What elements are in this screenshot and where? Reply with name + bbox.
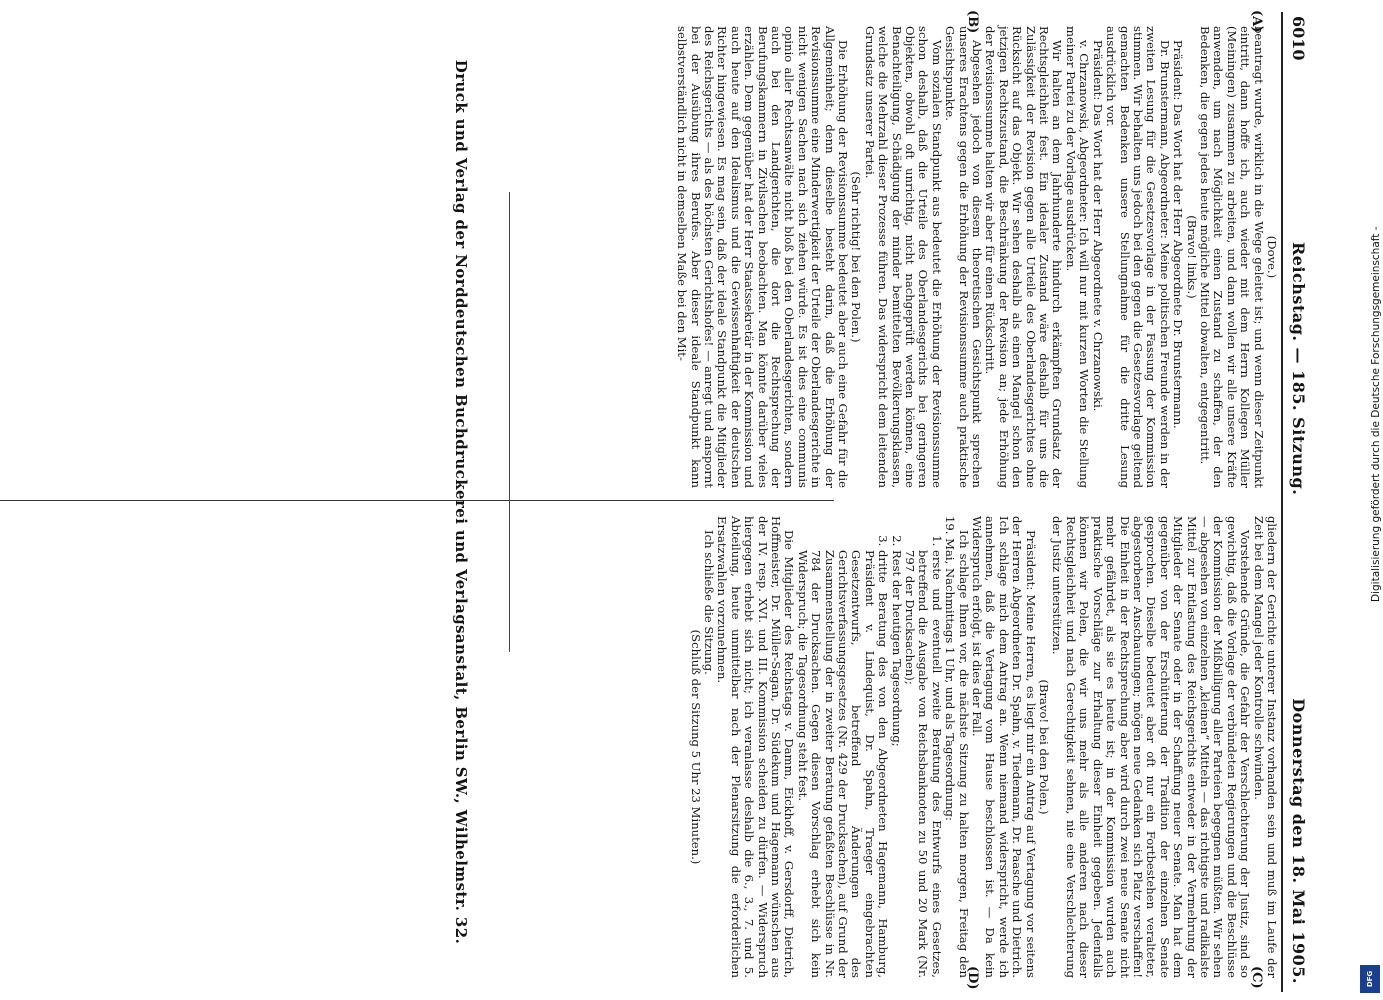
paragraph: Ich schlage Ihnen vor, die nächste Sitzung zu halten morgen, Freitag den 19. Mai, Nachmittags 1 Uhr, und als Tagesordnung: [943,516,971,978]
column-divider [0,500,834,501]
interjection: (Sehr richtig! bei den Polen.) [849,171,864,343]
agenda-item: 2. Rest der heutigen Tagesordnung; [889,550,902,978]
speaker-continued: (Dove.) [1265,235,1279,279]
imprint-line: Druck und Verlag der Norddeutschen Buchdruckerei und Verlagsanstalt, Berlin SW., Wilhelmstr. 32. [452,59,470,945]
digitization-note: Digitalisierung gefördert durch die Deutsche Forschungsgemeinschaft - [1370,226,1382,602]
footer-rule [509,192,510,652]
left-column [588,26,1278,488]
margin-mark-d: (D) [965,966,980,990]
running-title: Reichstag. — 185. Sitzung. [1289,242,1308,496]
agenda-item: 3. dritte Beratung des von den Abgeordneten Hagemann, Hamburg, Präsident v. Lindequist, Dr. Spahn, Traeger eingebrachten Gesetzentwurfs, betreffend Änderungen des Gerichtsverfassungsgesetzes (Nr. 429 der Drucksachen), auf Grund der Zusammenstellung der in zweiter Beratung gefaßten Beschlüsse in Nr. 784 der Drucksachen. Gegen diesen Vorschlag erhebt sich kein Widerspruch; die Tagesordnung steht fest. [795,550,889,978]
paragraph: Die Mitglieder des Reichstags v. Damm, Eickhoff, v. Gersdorff, Dietrich, Hoffmeister, Dr. Müller-Sagan, Dr. Südekum und Hagemann wünschen aus der IV. resp. XVI. und III. Kommission scheiden zu dürfen. — Widerspruch hiergegen erhebt sich nicht; ich veranlasse deshalb die 6., 3., 7. und 5. Abteilung, heute unmittelbar nach der Plenarsitzung die erforderlichen Ersatzwahlen vorzunehmen. [715,516,797,978]
paragraph: Abgesehen jedoch von diesem theoretischen Gesichtspunkt sprechen unseres Erachtens gegen die Erhöhung der Revisionssumme auch praktische Gesichtspunkte. [943,26,985,488]
paragraph: Die Erhöhung der Revisionssumme bedeutet aber auch eine Gefahr für die Allgemeinheit; denn dieselbe besteht darin, daß die Erhöhung der Revisionssumme eine Minderwertigkeit der Urteile der Oberlandesgerichte in nicht wenigen Sachen nach sich ziehen würde. Es ist dies eine communis opinio aller Rechtsanwälte nicht bloß bei den Oberlandesgerichten, sondern auch bei den Landgerichten, die dort die Rechtsprechung der Berufungskammern in Zivilsachen beobachten. Man könnte darüber vieles erzählen. Dem gegenüber hat der Herr Staatssekretär in der Kommission und auch heute auf den Idealismus und die Gewissenhaftigkeit der deutschen Richter hingewiesen. Es mag sein, daß der ideale Standpunkt die Mitglieder des Reichsgerichts — als des höchsten Gerichtshofes! — anregt und anspornt bei der Ausübung ihres Berufes. Aber dieser ideale Standpunkt kann selbstverständlich nicht in demselben Maße bei den Mit- [675,26,850,488]
interjection: (Bravo! links.) [1184,215,1199,299]
page-header [1284,12,1310,992]
margin-mark-c: (C) [1249,966,1264,989]
session-date: Donnerstag den 18. Mai 1905. [1289,698,1308,984]
paragraph: Präsident: Das Wort hat der Herr Abgeordnete Dr. Brunstermann. [1171,40,1186,429]
margin-mark-b: (B) [965,10,980,34]
paragraph: beantragt wurde, wirklich in die Wege geleitet ist; und wenn dieser Zeitpunkt eintritt, dann hoffe ich, auch wieder mit dem Herrn Kollegen Müller (Meiningen) zusammen zu arbeiten, und dann wollen wir alle unsere Kräfte anwenden, um nach Möglichkeit einen Zustand zu schaffen, der den Bedenken, die gegen jedes heute mögliche Mittel obwalten, entgegentritt. [1197,26,1266,488]
agenda-item: 1. erste und eventuell zweite Beratung des Entwurfs eines Gesetzes, betreffend die Ausgabe von Reichsbanknoten zu 50 und 20 Mark (Nr. 797 der Drucksachen); [903,550,943,978]
paragraph: Präsident: Meine Herren, es liegt mir ein Antrag auf Vertagung vor seitens der Herren Abgeordneten Dr. Spahn, v. Tiedemann, Dr. Paasche und Dietrich. Ich schlage mich dem Antrag an. Wenn niemand widerspricht, werde ich annehmen, daß die Vertagung vom Hause beschlossen ist. — Da kein Widerspruch erfolgt, ist dies der Fall. [970,516,1038,978]
interjection: (Schluß der Sitzung 5 Uhr 23 Minuten.) [688,629,703,865]
paragraph: Präsident: Das Wort hat der Herr Abgeordnete v. Chrzanowski. [1090,40,1105,412]
paragraph: v. Chrzanowski, Abgeordneter: Ich will nur mit kurzen Worten die Stellung meiner Partei zu der Vorlage ausdrücken. [1063,26,1092,488]
page-number: 6010 [1289,16,1308,61]
dfg-logo [1360,965,1380,993]
rotated-page [0,12,1310,992]
paragraph: Wir halten an dem Jahrhunderte hindurch erkämpften Grundsatz der Rechtsgleichheit fest. Ein idealer Zustand wäre deshalb für uns die Zulässigkeit der Revision gegen alle Urteile des Oberlandesgerichtes ohne Rücksicht auf das Objekt. Wir sehen deshalb als einen Mangel schon den jetzigen Rechtszustand, die Beschränkung der Revision an; jede Erhöhung der Revisionssumme halten wir aber für einen Rückschritt. [983,26,1065,488]
paragraph: Vorstehende Gründe, die Gefahr der Verschlechterung der Justiz, sind so gewichtig, daß die Vorlage der verbündeten Regierungen und die Beschlüsse der Kommission der Mißbilligung aller Parteien begegnen müßten. Wir sehen — abgesehen von einzelnen „kleinen“ Mitteln — das richtigste und radikalste Mittel zur Entlastung des Reichsgerichts entweder in der Vermehrung der Mitglieder der Senate oder in der Schaffung neuer Senate. Man hat dem gegenüber von der Erschütterung der Tradition der einzelnen Senate gesprochen. Dieselbe bedeutet aber oft nur ein Fortbestehen veralteter, abgestorbener Anschauungen; mögen neue Gedanken sich Platz verschaffen! Die Einheit in der Rechtsprechung aber wird durch zwei neue Senate nicht mehr gefährdet, als sie es heute ist; in der Kommission wurden auch praktische Vorschläge zur Erhaltung dieser Einheit gegeben. Jedenfalls können wir Polen, die wir uns mehr als alle anderen nach dieser Rechtsgleichheit und nach Gerechtigkeit sehnen, nie eine Verschlechterung der Justiz unterstützen. [1050,516,1253,978]
header-rule [1281,12,1283,992]
paragraph: Dr. Brunstermann, Abgeordneter: Meine politischen Freunde werden in der zweiten Lesung für die Gesetzesvorlage in der Fassung der Kommission stimmen. Wir behalten uns jedoch bei den gegen die Gesetzesvorlage geltend gemachten Bedenken unsere Stellungnahme für die dritte Lesung ausdrücklich vor. [1104,26,1172,488]
paragraph: Ich schließe die Sitzung. [701,530,716,675]
paragraph: gliedern der Gerichte unterer Instanz vorhanden sein und muß im Laufe der Zeit bei dem Mangel jeder Kontrolle schwinden. [1251,516,1279,978]
agenda-list [795,516,942,978]
dfg-logo-text: DFG [1366,970,1374,988]
paragraph: Vom sozialen Standpunkt aus bedeutet die Erhöhung der Revisionssumme schon deshalb, daß die Urteile des Oberlandesgerichts bei geringeren Objekten, obwohl oft unrichtig, nicht nachgeprüft werden können, eine Benachteiligung, Schädigung der minder bemittelten Bevölkerungsklassen, welche die Mehrzahl dieser Prozesse führen. Das widerspricht dem leitenden Grundsatz unserer Partei. [862,26,944,488]
margin-mark-a: (A) [1249,10,1264,33]
right-column [688,516,1279,978]
interjection: (Bravo! bei den Polen.) [1037,679,1052,815]
